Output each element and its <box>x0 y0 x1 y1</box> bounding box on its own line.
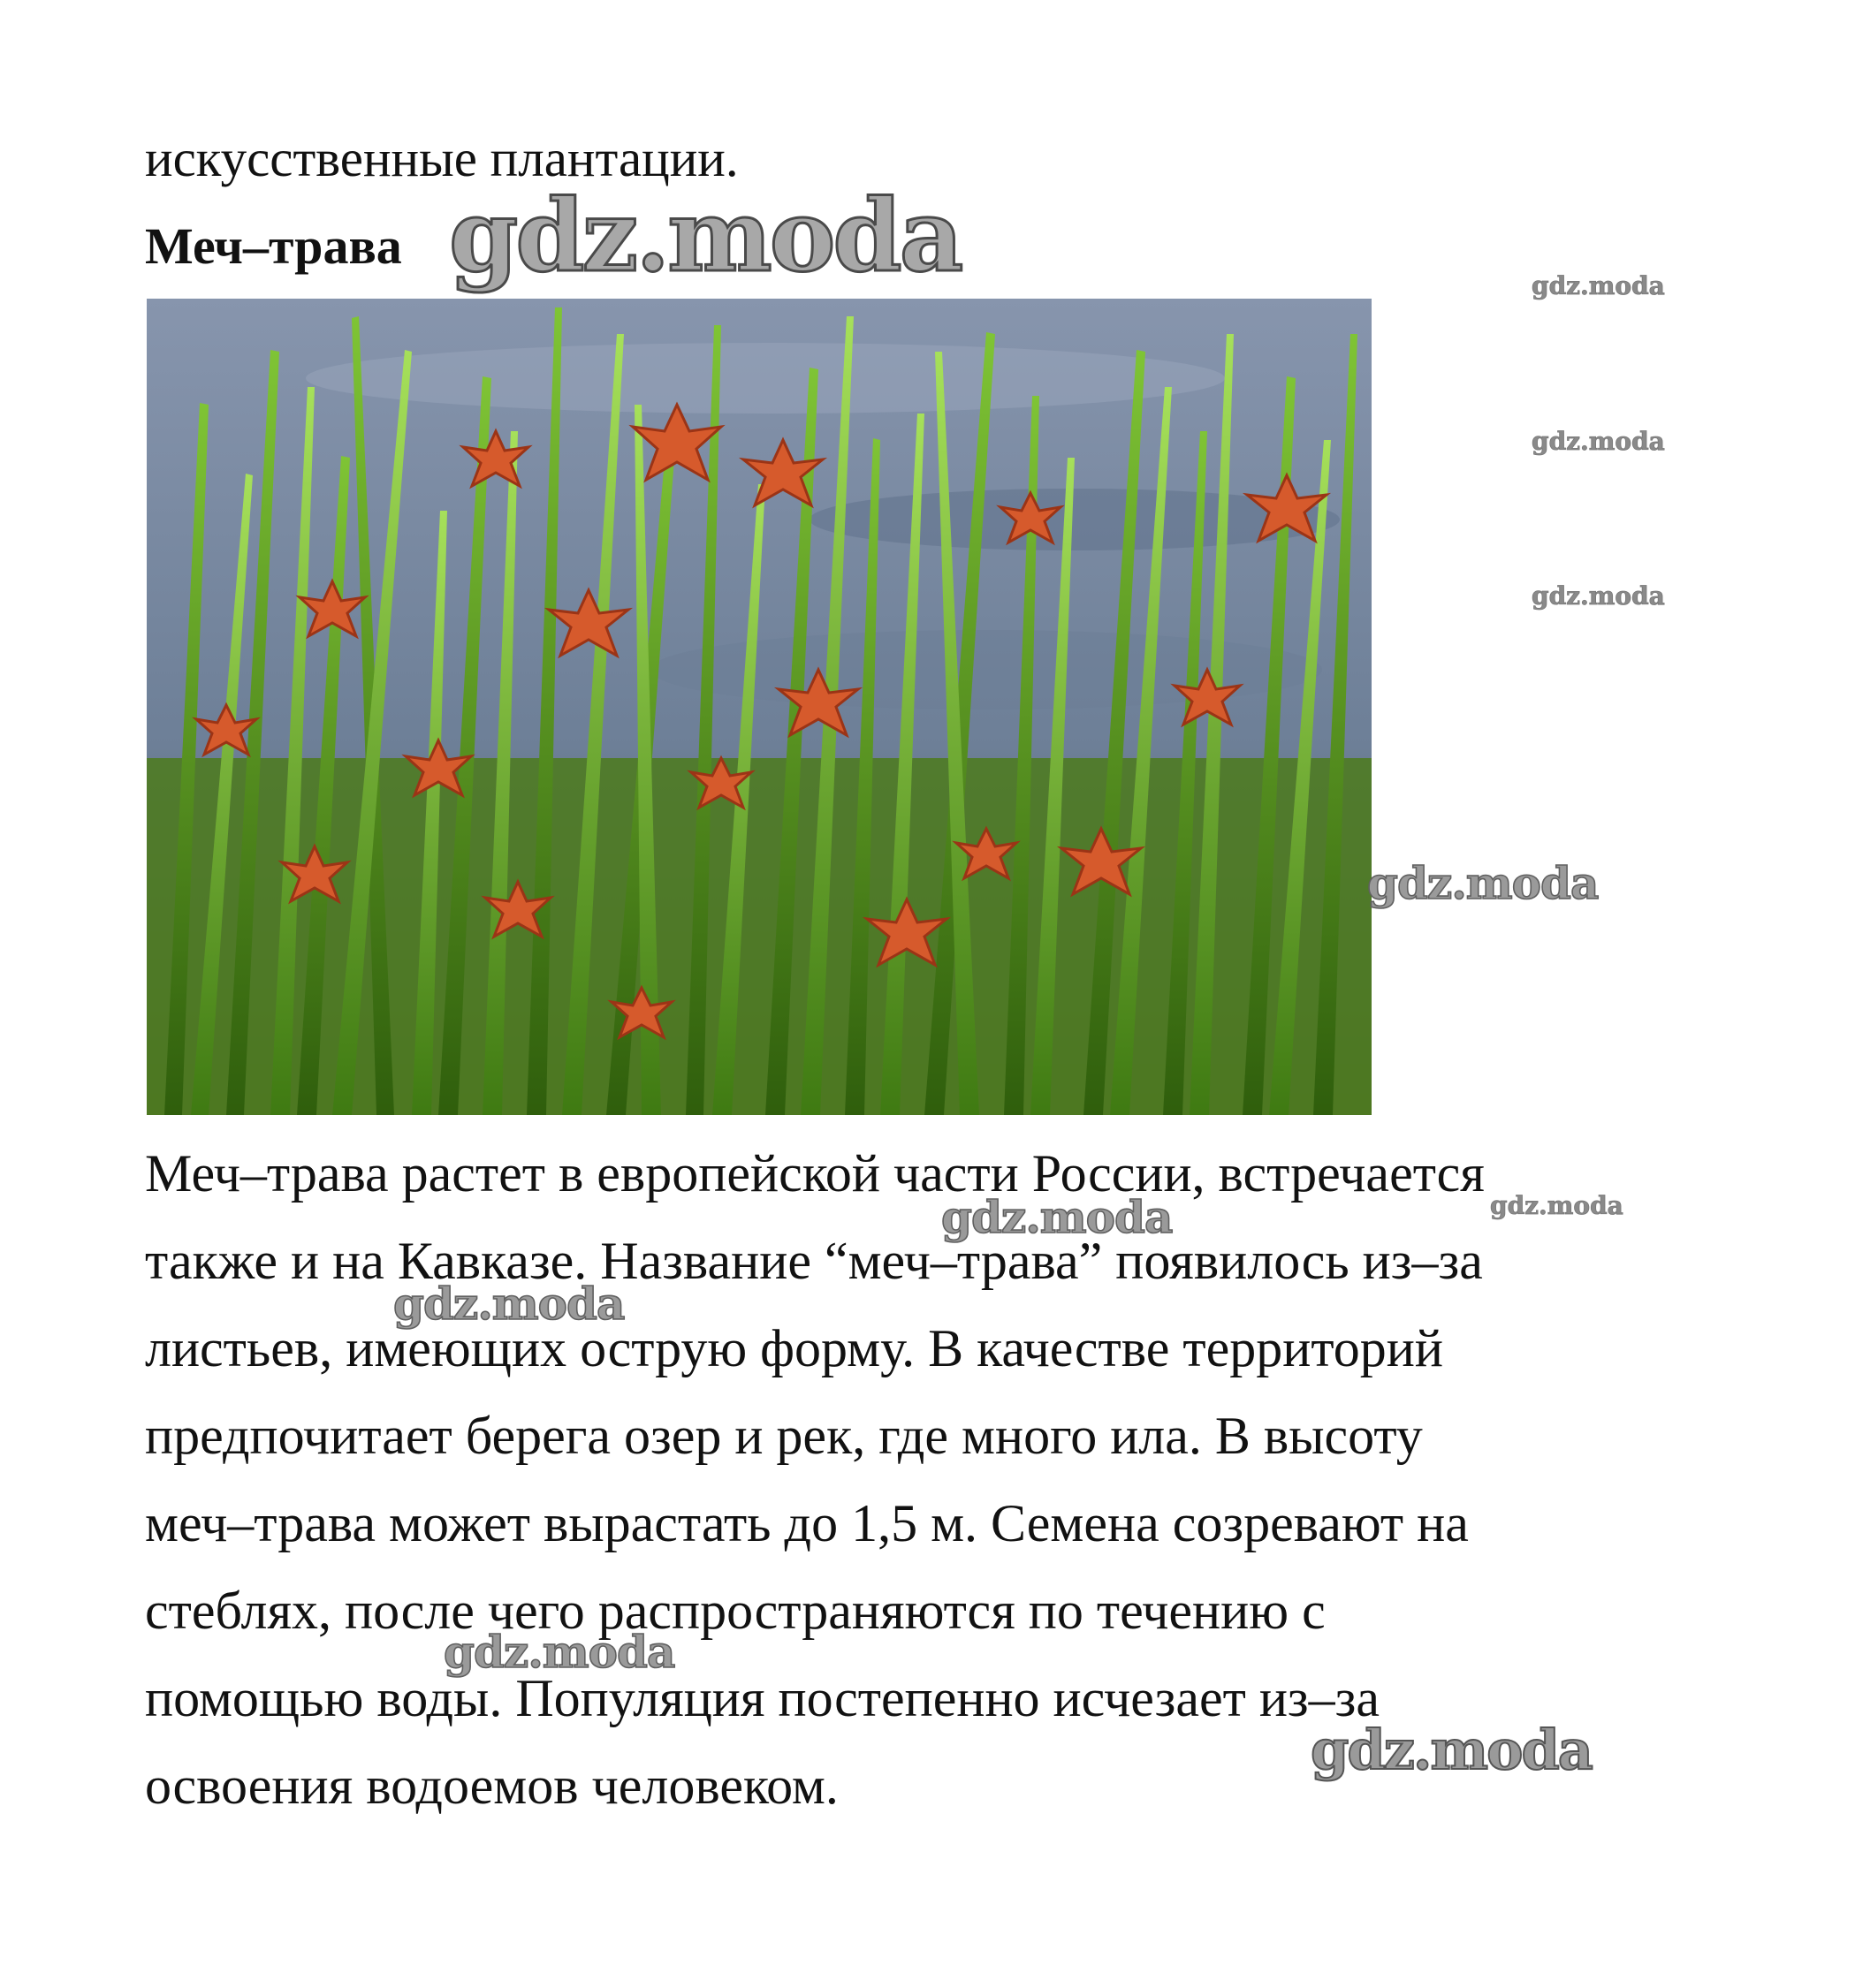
body-line: листьев, имеющих острую форму. В качестве территорий <box>145 1319 1443 1377</box>
section-title: Меч–трава <box>145 217 402 275</box>
watermark: gdz.moda <box>1367 857 1599 909</box>
watermark: gdz.moda <box>1532 581 1665 611</box>
watermark: gdz.moda <box>941 1191 1173 1243</box>
body-line: предпочитает берега озер и рек, где много ила. В высоту <box>145 1407 1423 1465</box>
body-line: освоения водоемов человеком. <box>145 1757 839 1815</box>
watermark: gdz.moda <box>444 1626 675 1678</box>
watermark: gdz.moda <box>1311 1718 1592 1782</box>
watermark: gdz.moda <box>1532 427 1665 456</box>
body-line: также и на Кавказе. Название “меч–трава” появилось из–за <box>145 1232 1483 1290</box>
body-line: Меч–трава растет в европейской части России, встречается <box>145 1144 1485 1203</box>
body-line: стеблях, после чего распространяются по течению с <box>145 1582 1326 1640</box>
watermark: gdz.moda <box>393 1278 625 1330</box>
body-line: помощью воды. Популяция постепенно исчезает из–за <box>145 1669 1380 1727</box>
watermark: gdz.moda <box>1532 271 1665 300</box>
intro-line: искусственные плантации. <box>145 129 739 187</box>
watermark: gdz.moda <box>449 178 962 294</box>
sedge-grass-photo <box>147 299 1372 1115</box>
body-line: меч–трава может вырастать до 1,5 м. Семена созревают на <box>145 1494 1469 1552</box>
watermark: gdz.moda <box>1490 1191 1623 1220</box>
